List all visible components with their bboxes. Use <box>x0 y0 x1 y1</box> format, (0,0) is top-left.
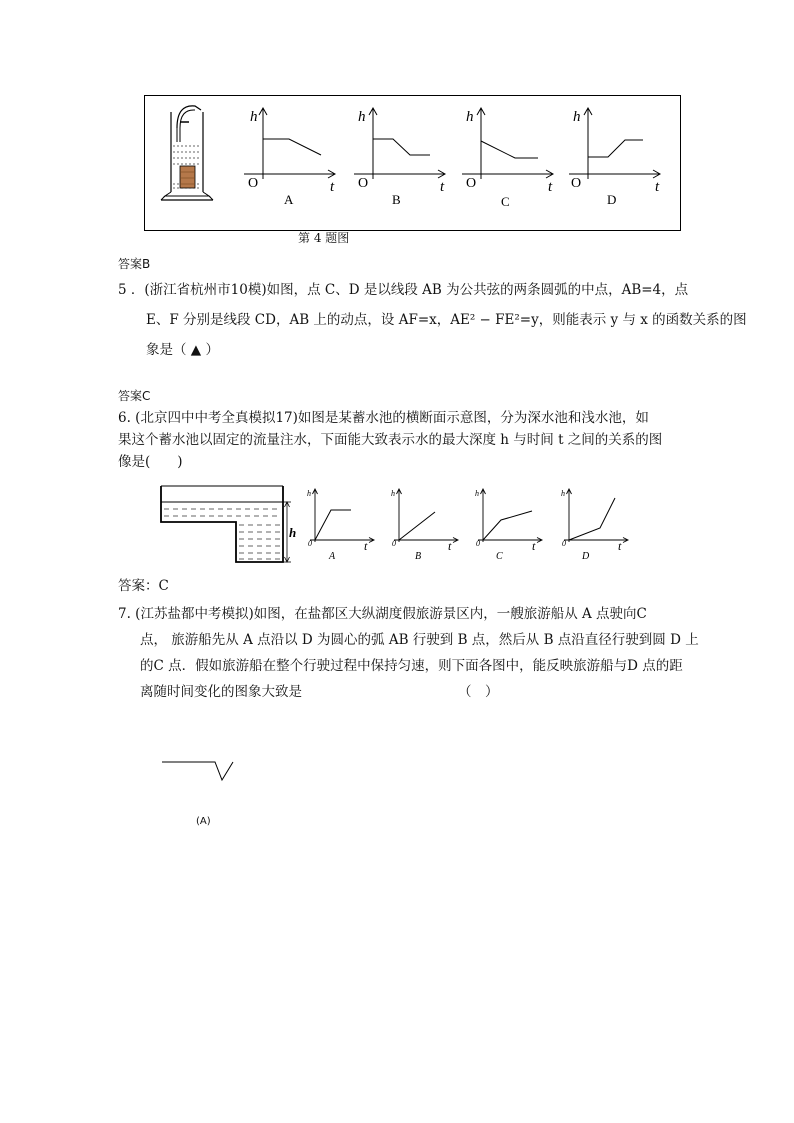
q5-text-line-3: 象是（ ▲ ） <box>146 342 219 358</box>
q4-graph-d <box>565 103 665 213</box>
q4-curve-d <box>588 140 643 157</box>
q6-text-line-3: 像是( ) <box>118 454 183 470</box>
q6-reservoir-diagram <box>158 482 303 567</box>
q6-curve-b <box>399 512 435 540</box>
q6-origin-b: 0 <box>392 539 396 548</box>
q4-t-label-c: t <box>548 179 553 195</box>
q4-option-c: C <box>501 194 510 209</box>
q6-graph-d <box>560 484 632 564</box>
q4-h-label-d: h <box>573 109 581 125</box>
q6-h-label-d: h <box>561 489 565 498</box>
q6-graph-c <box>474 484 546 564</box>
q7-graph-a <box>160 758 240 788</box>
q6-text-line-1: 6. (北京四中中考全真模拟17)如图是某蓄水池的横断面示意图，分为深水池和浅水池，如 <box>118 410 649 426</box>
q4-option-d: D <box>607 192 617 207</box>
q4-h-label-b: h <box>358 109 366 125</box>
q4-h-label-c: h <box>466 109 474 125</box>
q4-t-label-a: t <box>330 179 335 195</box>
q4-answer: 答案B <box>118 257 151 271</box>
q6-t-label-d: t <box>618 539 622 553</box>
q6-graph-b <box>390 484 462 564</box>
q4-caption: 第 4 题图 <box>298 231 350 245</box>
q6-h-label-b: h <box>391 489 395 498</box>
q6-origin-a: 0 <box>308 539 312 548</box>
q5-text-line-1: 5 ．(浙江省杭州市10模)如图，点 C、D 是以线段 AB 为公共弦的两条圆弧的中点，AB=4，点 <box>118 282 689 298</box>
q7-text-line-3: 的C 点．假如旅游船在整个行驶过程中保持匀速，则下面各图中，能反映旅游船与D 点的距 <box>140 658 683 674</box>
q6-h-label-a: h <box>307 489 311 498</box>
q6-curve-d <box>569 498 615 540</box>
q7-curve-a <box>162 762 233 780</box>
q7-text-line-1: 7. (江苏盐都中考模拟)如图，在盐都区大纵湖度假旅游景区内，一艘旅游船从 A 点驶向C <box>118 606 647 622</box>
q6-answer: 答案：C <box>118 578 169 594</box>
q4-graph-a <box>240 103 340 213</box>
q6-depth-label: h <box>289 525 297 540</box>
q6-h-label-c: h <box>475 489 479 498</box>
q6-option-b: B <box>415 551 422 562</box>
q5-text-line-2: E、F 分别是线段 CD，AB 上的动点，设 AF=x，AE² − FE²=y，则能表示 y 与 x 的函数关系的图 <box>146 312 747 328</box>
q7-text-line-4: 离随时间变化的图象大致是 <box>140 684 302 700</box>
q7-text-line-2: 点， 旅游船先从 A 点沿以 D 为圆心的弧 AB 行驶到 B 点，然后从 B 点沿直径行驶到圆 D 上 <box>140 632 699 648</box>
q4-cylinder-illustration <box>155 100 225 210</box>
q6-option-d: D <box>582 551 590 562</box>
q4-curve-b <box>373 139 430 155</box>
q6-t-label-b: t <box>448 539 452 553</box>
q4-origin-d: O <box>571 176 582 191</box>
q4-option-a: A <box>284 192 294 207</box>
q6-origin-c: 0 <box>476 539 480 548</box>
q6-curve-a <box>315 510 351 540</box>
q4-origin-b: O <box>358 176 369 191</box>
q6-option-a: A <box>329 551 336 562</box>
q4-t-label-b: t <box>440 179 445 195</box>
q4-option-b: B <box>392 192 401 207</box>
q6-t-label-a: t <box>364 539 368 553</box>
q4-t-label-d: t <box>655 179 660 195</box>
q6-graph-a <box>306 484 378 564</box>
q6-option-c: C <box>496 551 503 562</box>
q7-option-a: (A) <box>196 816 211 827</box>
q6-t-label-c: t <box>532 539 536 553</box>
q6-text-line-2: 果这个蓄水池以固定的流量注水，下面能大致表示水的最大深度 h 与时间 t 之间的关系的图 <box>118 432 663 448</box>
q4-curve-c <box>481 141 538 158</box>
q5-answer: 答案C <box>118 389 151 403</box>
q4-graph-c <box>458 103 558 213</box>
q4-h-label-a: h <box>250 109 258 125</box>
q4-origin-c: O <box>466 176 477 191</box>
q4-curve-a <box>263 139 321 155</box>
q6-origin-d: 0 <box>562 539 566 548</box>
q7-answer-paren: （ ） <box>458 684 499 700</box>
q4-origin-a: O <box>248 176 259 191</box>
q4-graph-b <box>350 103 450 213</box>
q6-curve-c <box>483 511 532 540</box>
